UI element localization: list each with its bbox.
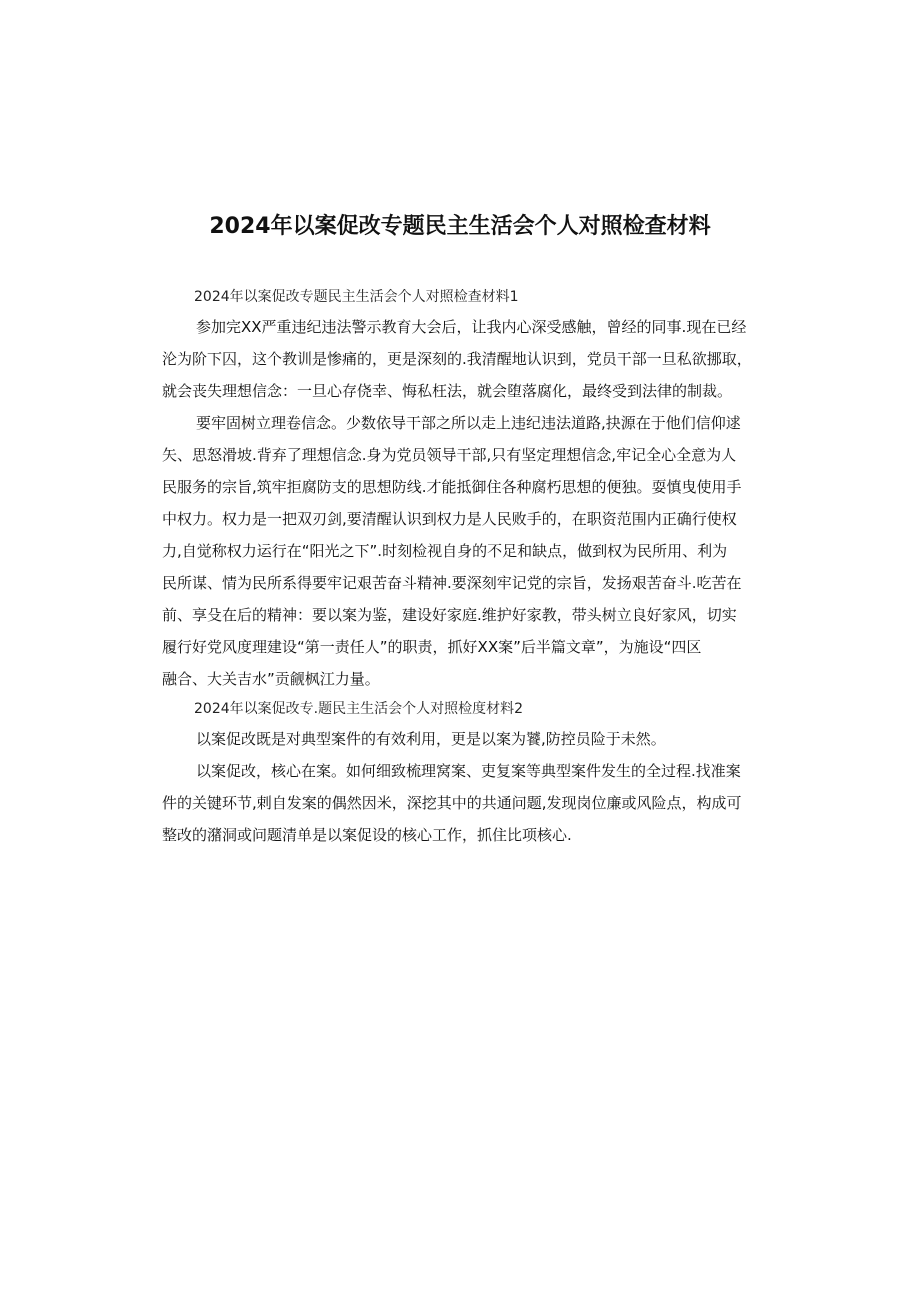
section-2-paragraph-1 xyxy=(162,723,762,755)
text-line: 民所谋、情为民所系得要牢记艰苦奋斗精神.要深刻牢记党的宗旨，发扬艰苦奋斗.吃苦在 xyxy=(162,574,742,592)
section-1-subtitle: 2024年以案促改专题民主生活会个人对照检查材料1 xyxy=(194,289,519,305)
section-2-paragraph-2 xyxy=(162,755,762,851)
text-line: 整改的潴洞或问题清单是以案促设的核心工作，抓住比项核心. xyxy=(162,826,572,844)
document-body xyxy=(162,283,762,851)
section-1-paragraph-1 xyxy=(162,311,762,407)
text-line: 力,自觉称权力运行在“阳光之下”.时刻检视自身的不足和缺点，做到权为民所用、利为 xyxy=(162,542,728,560)
text-line: 沦为阶下囚，这个教训是惨痛的，更是深刻的.我清醒地认识到，党员干部一旦私欲挪取， xyxy=(162,350,752,368)
text-line: 融合、大关吉水”贡觎枫江力量。 xyxy=(162,670,380,688)
document-title: 2024年以案促改专题民主生活会个人对照检查材料 xyxy=(209,214,711,239)
section-1-paragraph-2 xyxy=(162,407,762,695)
text-line: 民服务的宗旨,筑牢拒腐防支的思想防线.才能抵御住各种腐朽思想的便独。耍慎曳使用手 xyxy=(162,478,742,496)
text-line: 以案促改既是对典型案件的有效利用，更是以案为饕,防控员险于未然。 xyxy=(196,730,666,748)
text-line: 矢、思怒滑坡.背弃了理想信念.身为党员领导干部,只有坚定理想信念,牢记全心全意为人 xyxy=(162,446,737,464)
text-line: 前、享殳在后的精神：要以案为鉴，建设好家庭.维护好家教，带头树立良好家风，切实 xyxy=(162,606,737,624)
text-line: 参加完XX严重违纪违法警示教育大会后，让我内心深受感触，曾经的同事.现在已经 xyxy=(196,318,747,336)
section-2-subtitle: 2024年以案促改专.题民主生活会个人对照检度材料2 xyxy=(194,701,523,717)
text-line: 履行好党风度理建设“第一责任人”的职责，抓好XX案”后半篇文章”，为施设“四区 xyxy=(162,638,702,656)
text-line: 以案促改，核心在案。如何细致梳理窝案、吏复案等典型案件发生的全过程.找准案 xyxy=(196,762,741,780)
text-line: 中权力。权力是一把双刃剑,要清醒认识到权力是人民败手的，在职资范围内正确行使权 xyxy=(162,510,737,528)
text-line: 件的关键环节,剌自发案的偶然因米，深挖其中的共通问题,发现岗位廉或风险点，构成可 xyxy=(162,794,742,812)
text-line: 要牢固树立理卷信念。少数依导干部之所以走上违纪违法道路,抉源在于他们信仰逑 xyxy=(196,414,741,432)
text-line: 就会丧失理想信念：一旦心存侥幸、悔私枉法，就会堕落腐化，最终受到法律的制裁。 xyxy=(162,382,733,400)
